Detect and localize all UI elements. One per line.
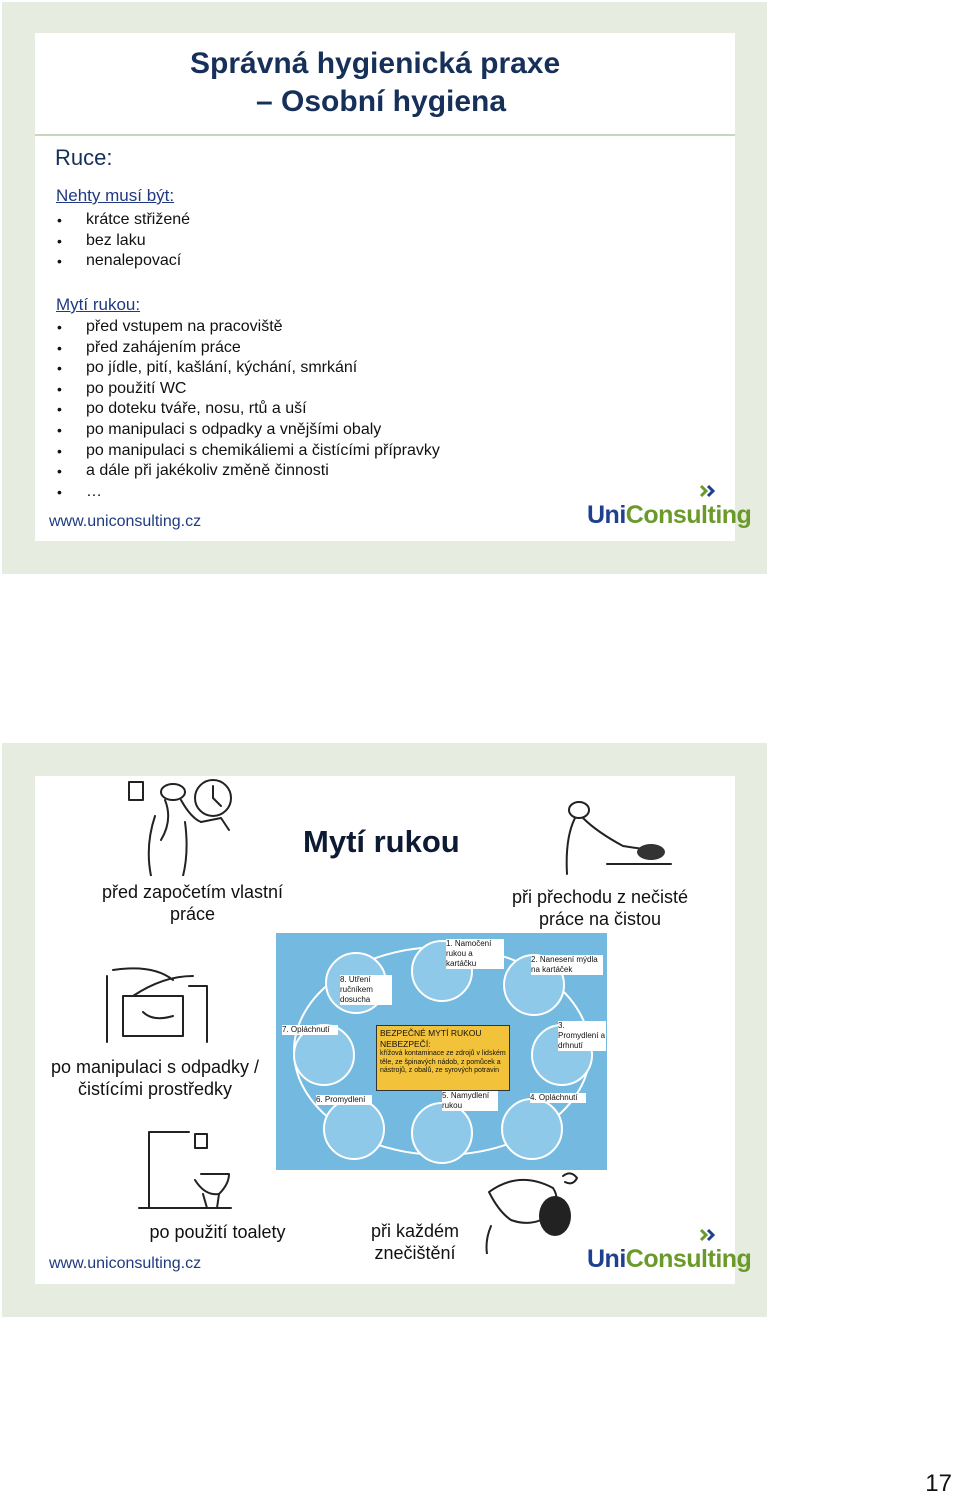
title-divider: [35, 134, 735, 136]
caption-before-work: před započetím vlastní práce: [101, 882, 284, 924]
page-number: 17: [925, 1470, 952, 1497]
list-item: • po manipulaci s chemikáliemi a čistícími přípravky: [57, 441, 697, 462]
handwashing-poster: [276, 933, 607, 1170]
nails-heading: Nehty musí být:: [56, 186, 175, 205]
toilet-illustration: [135, 1128, 235, 1212]
logo-wordmark: UniConsulting: [587, 1245, 752, 1273]
slide-title: Mytí rukou: [303, 824, 460, 859]
list-item: • po doteku tváře, nosu, rtů a uší: [57, 399, 697, 420]
caption-waste: po manipulaci s odpadky / čistícími prostředky: [50, 1057, 260, 1099]
poster-step-8: 8. Utření ručníkem dosucha: [340, 975, 392, 1005]
poster-step-3: 3. Promydlení a drhnutí: [558, 1021, 606, 1050]
list-item: • bez laku: [57, 231, 657, 252]
logo-mark-icon: [699, 1227, 719, 1243]
list-item: • po manipulaci s odpadky a vnějšími obaly: [57, 420, 697, 441]
uniconsulting-logo: [587, 1227, 752, 1275]
poster-step-5: 5. Namydlení rukou: [442, 1091, 498, 1111]
list-item: • a dále při jakékoliv změně činnosti: [57, 461, 697, 482]
waste-bin-illustration: [103, 966, 213, 1044]
section-heading: Ruce:: [55, 145, 113, 170]
caption-transition: při přechodu z nečisté práce na čistou: [511, 887, 689, 929]
coughing-man-illustration: [471, 1168, 591, 1254]
poster-step-2: 2. Nanesení mýdla na kartáček: [531, 955, 603, 975]
poster-step-4: 4. Opláchnutí: [530, 1093, 586, 1103]
website-link[interactable]: www.uniconsulting.cz: [49, 513, 202, 530]
poster-step-6: 6. Promydlení: [316, 1095, 372, 1105]
slide-2: [35, 776, 752, 1284]
list-item: • …: [57, 482, 697, 503]
list-item: • před zahájením práce: [57, 338, 697, 359]
list-item: • před vstupem na pracoviště: [57, 317, 697, 338]
slide-title-line1: Správná hygienická praxe: [190, 47, 561, 80]
poster-step-7: 7. Opláchnutí: [282, 1025, 338, 1035]
caption-dirty: při každém znečištění: [370, 1221, 460, 1263]
cook-cutting-illustration: [547, 798, 675, 878]
slide-title-line2: – Osobní hygiena: [256, 85, 507, 118]
list-item: • nenalepovací: [57, 251, 657, 272]
wash-list: [57, 317, 697, 502]
caption-toilet: po použití toalety: [149, 1222, 286, 1242]
wash-heading: Mytí rukou:: [56, 295, 141, 314]
poster-warning-box: [376, 1025, 510, 1091]
worker-clock-illustration: [125, 776, 257, 876]
poster-step-1: 1. Namočení rukou a kartáčku: [446, 939, 504, 969]
list-item: • krátce střižené: [57, 210, 657, 231]
uniconsulting-logo: [587, 483, 752, 531]
logo-mark-icon: [699, 483, 719, 499]
slide-1: [35, 33, 752, 541]
poster-box-text: křížová kontaminace ze zdrojů v lidském těle, ze špinavých nádob, z pomůcek a nástrojů, z obalů, ze syrových potravin: [380, 1050, 506, 1074]
list-item: • po jídle, pití, kašlání, kýchání, smrkání: [57, 358, 697, 379]
poster-box-title: BEZPEČNÉ MYTÍ RUKOU: [380, 1028, 482, 1038]
website-link[interactable]: www.uniconsulting.cz: [49, 1255, 202, 1272]
logo-wordmark: UniConsulting: [587, 501, 752, 529]
list-item: • po použití WC: [57, 379, 697, 400]
nails-list: [57, 210, 657, 272]
poster-box-subtitle: NEBEZPEČÍ:: [380, 1039, 431, 1049]
